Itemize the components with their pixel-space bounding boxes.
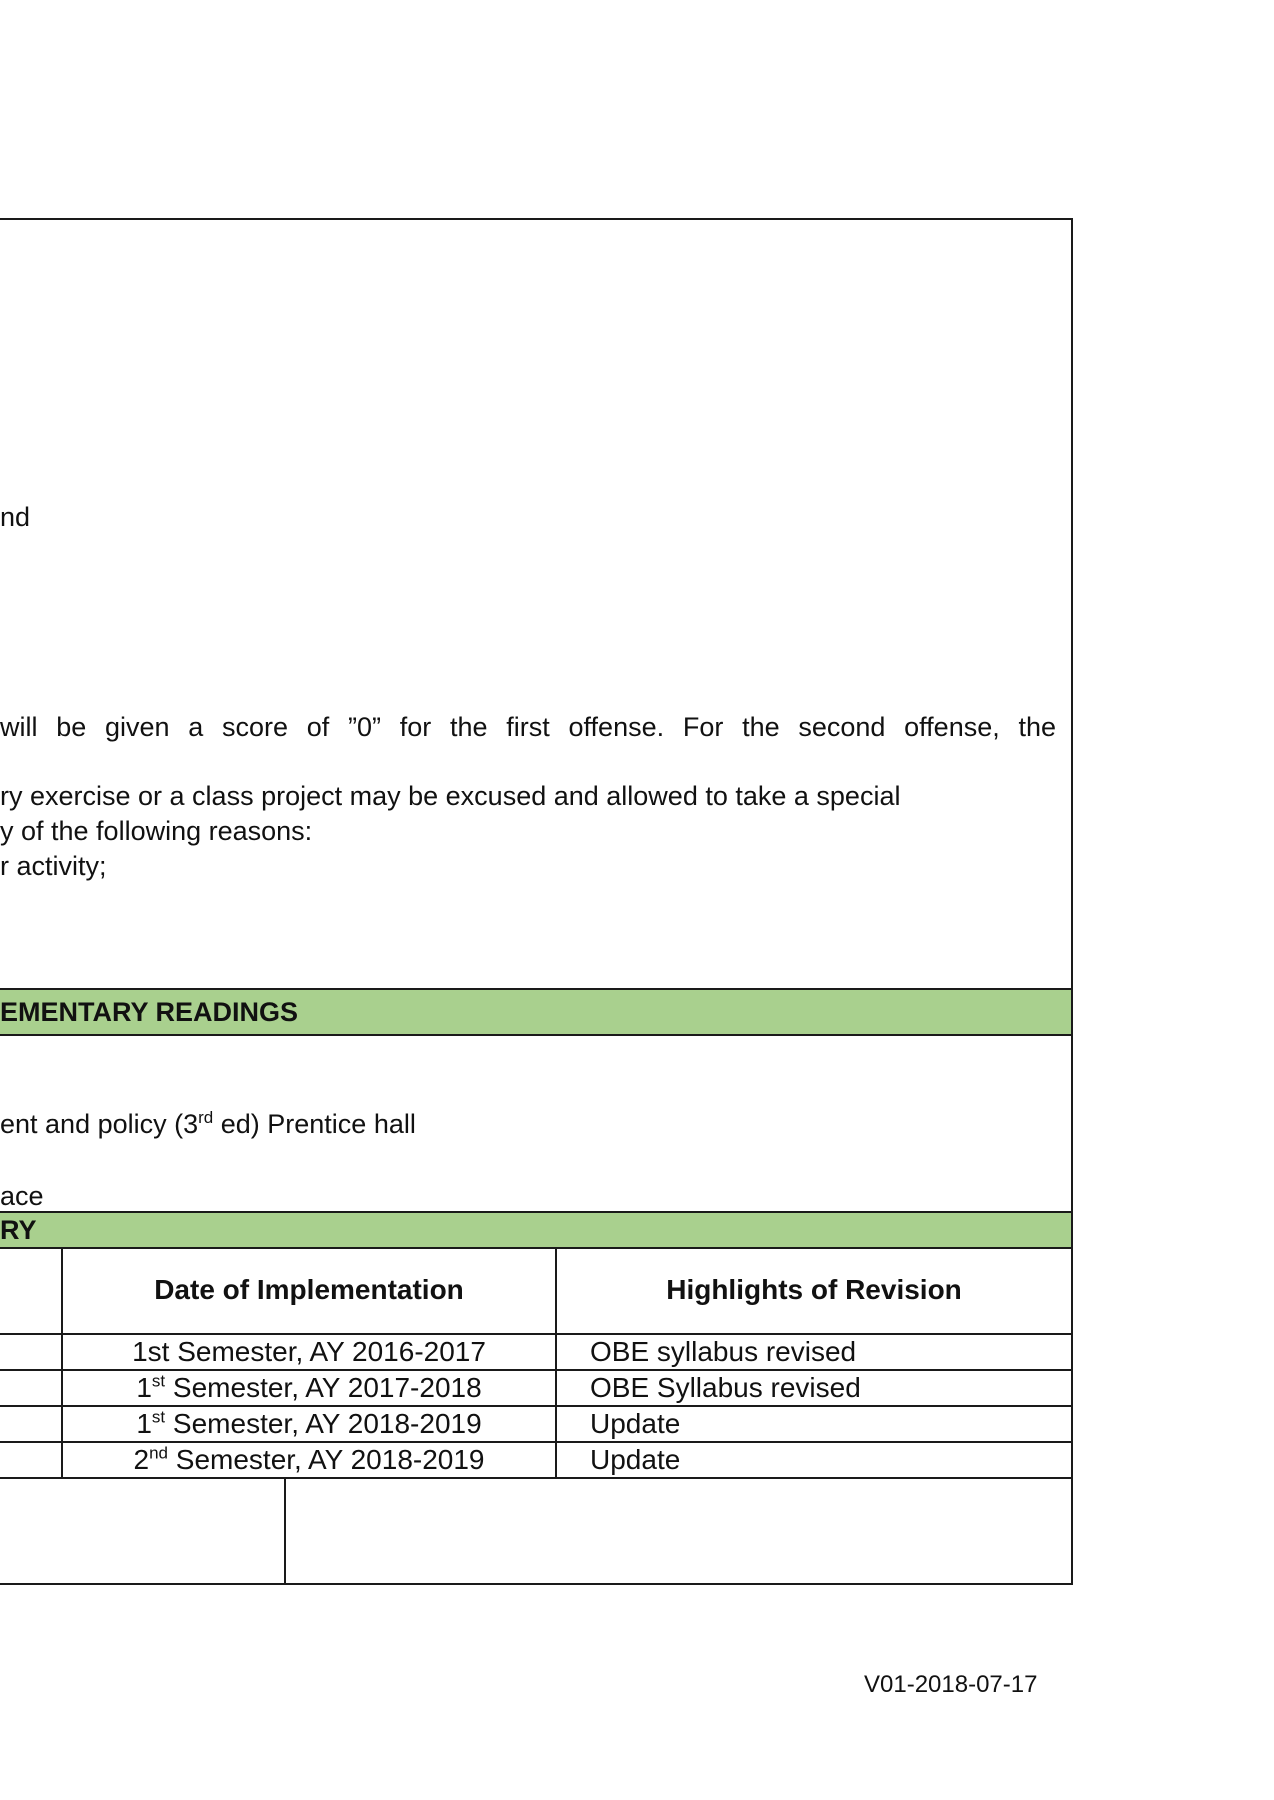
table-row-date: 1st Semester, AY 2016-2017 (132, 1336, 486, 1367)
policy-text-line: ry exercise or a class project may be excused and allowed to take a special (0, 781, 901, 811)
reading-reference-text: ent and policy (3 (0, 1109, 199, 1139)
table-row-highlight: OBE Syllabus revised (590, 1372, 861, 1403)
frame-top-border (0, 218, 1072, 220)
table-row-highlight: Update (590, 1408, 681, 1439)
frame-right-border (1071, 218, 1073, 1585)
reading-reference (0, 1108, 416, 1140)
table-row-divider (0, 1477, 1073, 1479)
document-version: V01-2018-07-17 (864, 1671, 1038, 1698)
readings-header: EMENTARY READINGS (0, 997, 299, 1027)
table-row-divider (0, 1333, 1073, 1335)
history-band-bottom-border (0, 1247, 1073, 1249)
reading-reference-sup: rd (198, 1108, 214, 1127)
history-header-band (0, 1213, 1071, 1247)
signature-column-divider (284, 1479, 286, 1585)
frame-bottom-border (0, 1583, 1073, 1585)
table-row-date: 1st Semester, AY 2018-2019 (136, 1407, 482, 1439)
table-row-date: 1st Semester, AY 2017-2018 (136, 1371, 482, 1403)
column-header-highlights: Highlights of Revision (666, 1274, 962, 1305)
policy-text-line: r activity; (0, 851, 107, 881)
table-row-date: 2nd Semester, AY 2018-2019 (133, 1443, 485, 1475)
reading-reference-text: ed) Prentice hall (213, 1109, 416, 1139)
column-header-date: Date of Implementation (154, 1274, 464, 1305)
policy-text-line: nd (0, 502, 31, 532)
history-header: RY (0, 1215, 37, 1245)
table-row-highlight: Update (590, 1444, 681, 1475)
policy-text-line: y of the following reasons: (0, 816, 313, 846)
table-row-highlight: OBE syllabus revised (590, 1336, 857, 1367)
policy-text-line: will be given a score of ”0” for the first offense. For the second offense, the (0, 712, 1056, 742)
reading-reference: ace (0, 1181, 44, 1211)
readings-band-bottom-border (0, 1034, 1073, 1036)
